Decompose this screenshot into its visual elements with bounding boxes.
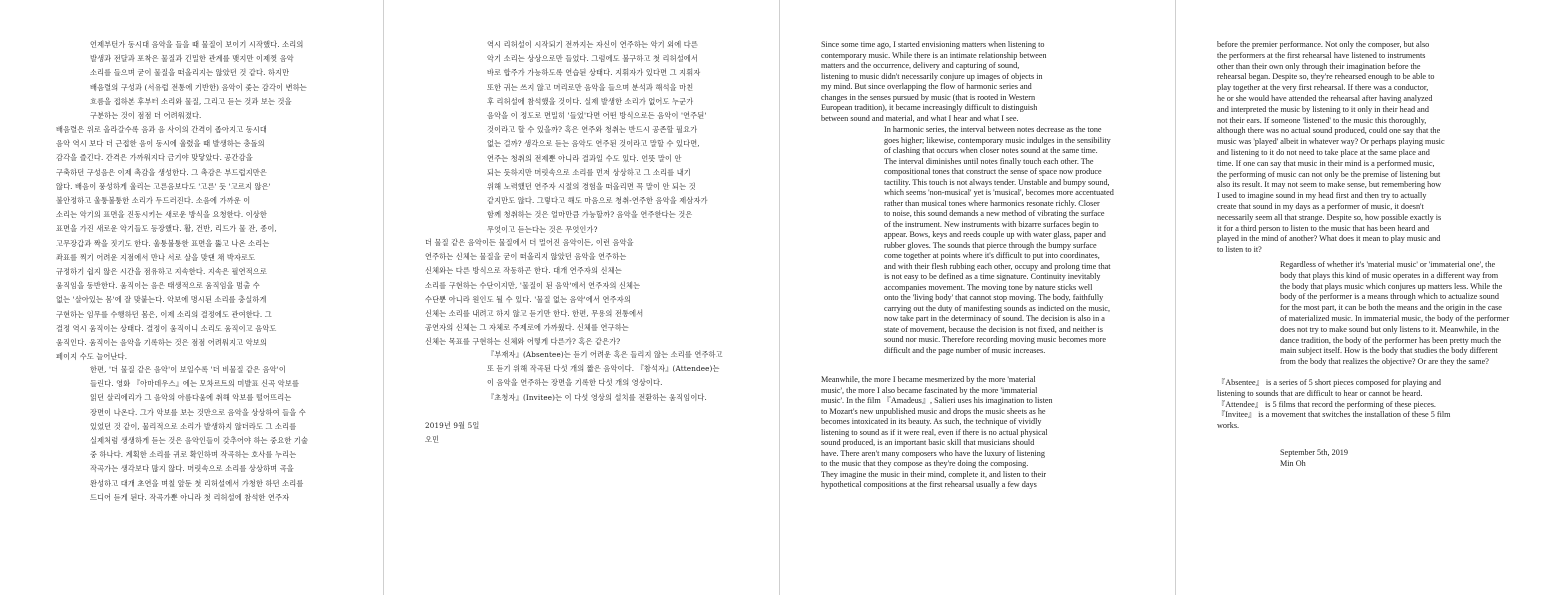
page-1-korean: [0, 0, 383, 595]
english-date: September 5th, 2019: [1280, 448, 1348, 457]
korean-paragraph-1: 언제부턴가 동시대 음악을 들을 때 물질이 보이기 시작했다. 소리의 발생과 전달과 포착은 물질과 긴밀한 관계를 맺지만 이제껏 음악 소리를 들으며 굳이 물질을 떠올리지는 않았던 것 같다. 하지만 배음렬의 구성과 (서유럽 전통에 기반한) 음악이 좇는 감각이 변하는 흐름을 접하본 후부터 소리와 물질, 그리고 듣는 것과 보는 것을 구분하는 것이 점점 더 어려워졌다.: [90, 40, 307, 121]
korean-date: 2019년 9월 5일: [425, 421, 480, 430]
english-author: Min Oh: [1280, 459, 1306, 468]
korean-author: 오민: [425, 435, 440, 444]
page-4-english: [1176, 0, 1558, 595]
english-paragraph-5: Regardless of whether it's 'material music' or 'immaterial one', the body that plays this kind of music operates in a different way from the body that plays music which conjures up matters less. While the body of the performer is a means through which to actualize sound for the most part, it can be both the means and the origin in the case of materialized music. In immaterial music, the body of the performer does not try to make sound but only listens to it. Meanwhile, in the dance tradition, the body of the performer has been pretty much the main subject itself. How is the body that studies the body different from the body that realizes the objective? Or are they the same?: [1280, 260, 1510, 367]
english-paragraph-4: before the premier performance. Not only the composer, but also the performers at the first rehearsal have listened to instruments other than their own only through their imagination before the rehearsal began. Despite so, they're rehearsed enough to be able to play together at the very first rehearsal. If there was a conductor, he or she would have attended the rehearsal after having analyzed and interpreted the music by listening to it only in their head and not their ears. If someone 'listened' to the music this thoroughly, although there was no actual sound produced, could one say that the music was 'played' albeit in whatever way? Or perhaps playing music and listening to it do not need to take place at the same place and time. If one can say that music in their mind is a performed music, the performing of music can not only be the premise of listening but also its result. It may not seem to make sense, but remembering how I used to imagine sound in my head first and then try to actually create that sound in my days as a performer of music, it doesn't necessarily seem all that strange. Despite so, how possible exactly is it for a third person to listen to the music that has been heard and played in the mind of another? What does it mean to play music and to listen to it?: [1217, 40, 1445, 255]
korean-paragraph-4: 역시 리허설이 시작되기 전까지는 자신이 연주하는 악기 외에 다른 악기 소리는 상상으로만 들었다. 그럼에도 불구하고 첫 리허설에서 바로 합주가 가능하도록 연습된 상태다. 지휘자가 있다면 그 지휘자 또한 귀는 쓰지 않고 머리로만 음악을 들으며 분석과 해석을 마친 후 리허설에 참석했을 것이다. 실제 발생한 소리가 없어도 누군가 음악을 이 정도로 면밀히 '들었'다면 어떤 방식으로든 음악이 '연주된' 것이라고 할 수 있을까? 혹은 연주와 청취는 반드시 공존할 필요가 없는 걸까? 생각으로 듣는 음악도 연주된 것이라고 말할 수 있다면, 연주는 청취의 전제뿐 아니라 결과일 수도 있다. 언뜻 말이 안 되는 듯하지만 머릿속으로 소리를 먼저 상상하고 그 소리를 내기 위해 노력했던 연주자 시절의 경험을 떠올리면 꼭 말이 안 되는 것 같지만도 않다. 그렇다고 해도 마음으로 청취-연주한 음악을 제삼자가 함께 청취하는 것은 얼마만큼 가능할까? 음악을 연주한다는 것은 무엇이고 듣는다는 것은 무엇인가?: [487, 40, 708, 234]
english-paragraph-1: Since some time ago, I started envisioning matters when listening to contemporary music. While there is an intimate relationship between matters and the occurrence, delivery and capturing of sound, listening to music didn't necessarily conjure up images of objects in my mind. But since overlapping the flow of harmonic series and changes in the senses pursued by music (that is rooted in Western European tradition), it became increasingly difficult to distinguish between sound and material, and what I hear and what I see.: [821, 40, 1047, 123]
page-3-english: [780, 0, 1175, 595]
korean-paragraph-6: 『부재자』(Absentee)는 듣기 어려운 혹은 들리지 않는 소리를 연주하고 또 듣기 위해 작곡된 다섯 개의 짧은 음악이다. 『참석자』(Attendee)는 이 음악을 연주하는 장면을 기록한 다섯 개의 영상이다. 『초청자』(Invitee)는 이 다섯 영상의 설치를 전환하는 움직임이다.: [487, 350, 723, 402]
korean-paragraph-3: 한편, '더 물질 같은 음악'이 보일수록 '더 비물질 같은 음악'이 들린다. 영화 『아마데우스』에는 모차르트의 미발표 신곡 악보를 읽던 살리에리가 그 음악의 아름다움에 취해 악보를 떨어뜨리는 장면이 나온다. 그가 악보를 보는 것만으로 음악을 상상하여 들을 수 있었던 것 같이, 물리적으로 소리가 발생하지 않더라도 그 소리를 실제처럼 생생하게 듣는 것은 음악인들이 갖추어야 하는 중요한 기술 중 하나다. 계획한 소리를 귀로 확인하며 작곡하는 호사를 누리는 작곡가는 생각보다 많지 않다. 머릿속으로 소리를 상상하며 곡을 완성하고 대개 초연을 며칠 앞둔 첫 리허설에서 가청한 하던 소리를 드디어 듣게 된다. 작곡가뿐 아니라 첫 리허설에 참석한 연주자: [90, 365, 309, 502]
english-paragraph-6: 『Absentee』 is a series of 5 short pieces composed for playing and listening to sounds that are difficult to hear or cannot be heard. 『Attendee』 is 5 films that record the performing of these pieces. 『Invitee』 is a movement that switches the installation of these 5 film works.: [1217, 378, 1451, 431]
page-2-korean: [384, 0, 779, 595]
korean-paragraph-2: 배음렬은 위로 올라갈수록 음과 음 사이의 간격이 좁아지고 동시대 음악 역시 보다 더 근접한 음이 동시에 울렸을 때 발생하는 충돌의 감각을 즐긴다. 간격은 가까워지다 금기야 맞닿았다. 공간감을 구축하던 구성음은 이제 촉감을 생성한다. 그 촉감은 부드럽지만은 않다. 배음이 풍성하게 울리는 고른음보다도 '고른' 듯 '고르지 않은' 불안정하고 울퉁불퉁한 소리가 두드러진다. 소음에 가까운 이 소리는 악기의 표면을 진동시키는 새로운 방식을 요청한다. 이상한 표면을 가진 새로운 악기들도 등장했다. 활, 건반, 리드가 물 잔, 종이, 고무장갑과 짝을 짓기도 한다. 울퉁불퉁한 표면을 뚫고 나온 소리는 좌표를 찍기 어려운 지점에서 만나 서로 살을 맞댄 채 박자로도 규정하기 쉽지 않은 시간을 점유하고 지속한다. 지속은 필연적으로 움직임을 동반한다. 움직이는 음은 태생적으로 움직임을 멈출 수 없는 '살아있는 몸'에 잘 맞붙는다. 악보에 명시된 소리를 충실하게 구현하는 임무를 수행하던 몸은, 이제 소리의 결정에도 관여한다. 그 결정 역시 움직이는 상태다. 결정이 움직이니 소리도 움직이고 음악도 움직인다. 움직이는 음악을 기록하는 것은 점점 어려워지고 악보의 페이지 수도 늘어난다.: [56, 125, 277, 362]
english-paragraph-3: Meanwhile, the more I became mesmerized by the more 'material music', the more I also became fascinated by the more 'immaterial music'. In the film 『Amadeus』, Salieri uses his imagination to listen to Mozart's new unpublished music and drops the music sheets as he becomes intoxicated in its beauty. As such, the technique of vividly listening to sound as if it were real, even if there is no actual physical sound produced, is an important basic skill that musicians should have. There aren't many composers who have the luxury of listening to the music that they compose as they're doing the composing. They imagine the music in their mind, complete it, and listen to their hypothetical compositions at the first rehearsal usually a few days: [821, 375, 1053, 489]
english-paragraph-2: In harmonic series, the interval between notes decrease as the tone goes higher; likewise, contemporary music indulges in the sensibility of clashing that occurs when closer notes sound at the same time. The interval diminishes until notes finally touch each other. The compositional tones that construct the sense of space now produce tactility. This touch is not always tender. Unstable and bumpy sound, which seems 'non-musical' yet is 'musical', becomes more accentuated rather than musical tones where harmonics resonate richly. Closer to noise, this sound demands a new method of vibrating the surface of the instrument. New instruments with bizarre surfaces begin to appear. Bows, keys and reeds couple up with water glass, paper and rubber gloves. The sounds that pierce through the bumpy surface come together at points where it's difficult to put into coordinates, and with their flesh rubbing each other, occupy and prolong time that is not easy to be defined as a time signature. Continuity inevitably accompanies movement. The moving tone by nature sticks well onto the 'living body' that cannot stop moving. The body, faithfully carrying out the duty of manifesting sounds as indicted on the music, now take part in the determinacy of sound. The decision is also in a state of movement, because the decision is not fixed, and neither is sound nor music. Therefore recording moving music becomes more difficult and the page number of music increases.: [884, 125, 1114, 355]
korean-paragraph-5: 더 물질 같은 음악이든 물질에서 더 멀어진 음악이든, 이런 음악을 연주하는 신체는 물질을 굳이 떠올리지 않았던 음악을 연주하는 신체와는 다른 방식으로 작동하곤 한다. 대개 연주자의 신체는 소리를 구현하는 수단이지만, '물질이 된 음악'에서 연주자의 신체는 수단뿐 아니라 원인도 될 수 있다. '물질 없는 음악'에서 연주자의 신체는 소리를 내려고 하지 않고 듣기만 한다. 한편, 무용의 전통에서 공연자의 신체는 그 자체로 주제로에 가까웠다. 신체를 연구하는 신체는 목표를 구현하는 신체와 어떻게 다른가? 혹은 같은가?: [425, 238, 644, 347]
